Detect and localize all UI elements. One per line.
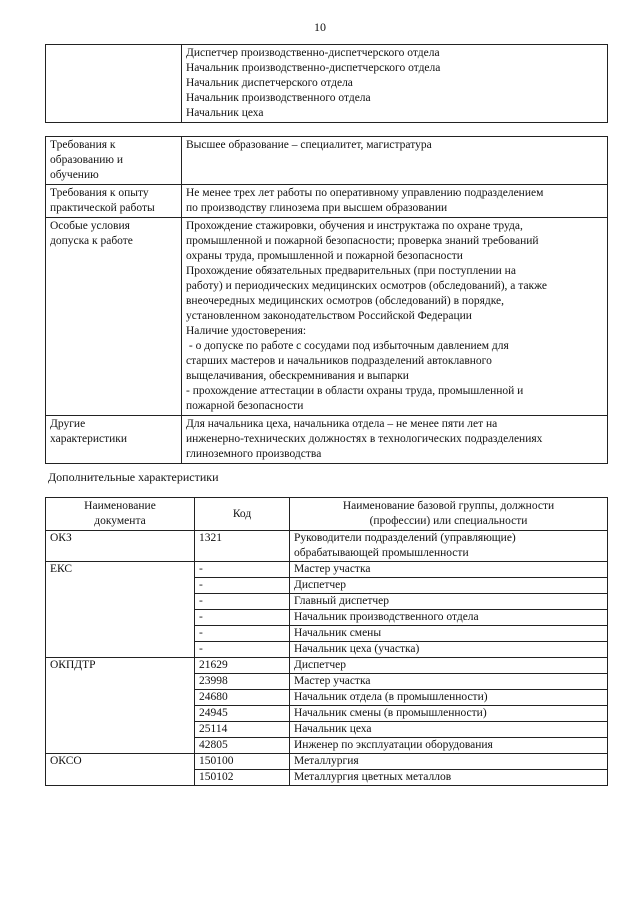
table-row — [46, 218, 608, 416]
value-line: охраны труда, промышленной и пожарной безопасности — [186, 250, 463, 262]
label-line: характеристики — [50, 433, 128, 445]
header-line: (профессии) или специальности — [369, 515, 528, 527]
name-cell — [290, 706, 608, 722]
name-cell — [290, 658, 608, 674]
code-cell: 23998 — [195, 674, 290, 690]
name-line: Начальник смены (в промышленности) — [294, 707, 487, 719]
name-cell — [290, 674, 608, 690]
column-header-document — [46, 498, 195, 531]
code-cell: 24945 — [195, 706, 290, 722]
name-line: Металлургия цветных металлов — [294, 771, 452, 783]
requirement-label — [46, 137, 182, 185]
label-line: Требования к опыту — [50, 187, 149, 199]
name-line: Инженер по эксплуатации оборудования — [294, 739, 493, 751]
table-cell-empty — [46, 45, 182, 123]
positions-cell — [182, 45, 608, 123]
code-cell: 1321 — [195, 531, 290, 562]
value-line: промышленной и пожарной безопасности; проверка знаний требований — [186, 235, 539, 247]
column-header-name — [290, 498, 608, 531]
label-line: практической работы — [50, 202, 155, 214]
code-cell: 42805 — [195, 738, 290, 754]
value-line: по производству глинозема при высшем образовании — [186, 202, 448, 214]
name-line: обрабатывающей промышленности — [294, 547, 469, 559]
name-line: Руководители подразделений (управляющие) — [294, 532, 516, 544]
column-header-code: Код — [195, 498, 290, 531]
document-cell: ОКСО — [46, 754, 195, 786]
label-line: Другие — [50, 418, 86, 430]
header-line: Наименование — [84, 500, 156, 512]
value-line: Для начальника цеха, начальника отдела – не менее пяти лет на — [186, 418, 498, 430]
code-cell: 150100 — [195, 754, 290, 770]
requirement-label — [46, 416, 182, 464]
document-cell: ОКПДТР — [46, 658, 195, 754]
name-cell — [290, 610, 608, 626]
classifiers-body — [46, 531, 608, 786]
page-number: 10 — [314, 20, 326, 34]
value-line: пожарной безопасности — [186, 400, 304, 412]
name-line: Начальник производственного отдела — [294, 611, 479, 623]
value-line: инженерно-технических должностях в технологических подразделениях — [186, 433, 543, 445]
value-line: работу) и периодических медицинских осмотров (обследований), а также — [186, 280, 548, 292]
name-cell — [290, 594, 608, 610]
value-line: внеочередных медицинских осмотров (обследований) в порядке, — [186, 295, 505, 307]
value-line: - о допуске по работе с сосудами под избыточным давлением для — [186, 340, 509, 352]
name-line: Начальник цеха — [294, 723, 372, 735]
name-cell — [290, 770, 608, 786]
name-cell — [290, 738, 608, 754]
position-title: Начальник цеха — [186, 107, 264, 119]
code-cell: - — [195, 578, 290, 594]
requirement-value — [182, 416, 608, 464]
value-line: Высшее образование – специалитет, магистратура — [186, 139, 432, 151]
name-cell — [290, 722, 608, 738]
name-line: Начальник смены — [294, 627, 382, 639]
position-title: Начальник производственного отдела — [186, 92, 371, 104]
name-line: Мастер участка — [294, 675, 371, 687]
table-row — [46, 137, 608, 185]
name-line: Начальник цеха (участка) — [294, 643, 420, 655]
name-cell — [290, 578, 608, 594]
table-row — [46, 416, 608, 464]
code-cell: - — [195, 642, 290, 658]
value-line: Прохождение стажировки, обучения и инструктажа по охране труда, — [186, 220, 523, 232]
name-line: Мастер участка — [294, 563, 371, 575]
name-cell — [290, 626, 608, 642]
label-line: образованию и — [50, 154, 123, 166]
position-title: Начальник производственно-диспетчерского отдела — [186, 62, 441, 74]
name-cell — [290, 690, 608, 706]
header-line: документа — [94, 515, 146, 527]
positions-table — [45, 44, 608, 123]
table-row — [46, 185, 608, 218]
name-line: Металлургия — [294, 755, 359, 767]
section-title: Дополнительные характеристики — [48, 470, 219, 484]
code-cell: 21629 — [195, 658, 290, 674]
classifiers-table — [45, 497, 608, 786]
label-line: Особые условия — [50, 220, 130, 232]
code-cell: 25114 — [195, 722, 290, 738]
code-cell: 150102 — [195, 770, 290, 786]
code-cell: - — [195, 626, 290, 642]
name-cell — [290, 754, 608, 770]
value-line: выщелачивания, обескремнивания и выпарки — [186, 370, 409, 382]
name-cell — [290, 642, 608, 658]
value-line: глиноземного производства — [186, 448, 322, 460]
code-cell: - — [195, 610, 290, 626]
name-line: Начальник отдела (в промышленности) — [294, 691, 488, 703]
requirement-label — [46, 185, 182, 218]
position-title: Диспетчер производственно-диспетчерского отдела — [186, 47, 440, 59]
requirement-value — [182, 218, 608, 416]
position-title: Начальник диспетчерского отдела — [186, 77, 353, 89]
table-header-row — [46, 498, 608, 531]
label-line: допуска к работе — [50, 235, 133, 247]
requirement-label — [46, 218, 182, 416]
table-row — [46, 658, 608, 674]
value-line: старших мастеров и начальников подразделений автоклавного — [186, 355, 492, 367]
value-line: установленном законодательством Российской Федерации — [186, 310, 472, 322]
value-line: Не менее трех лет работы по оперативному управлению подразделением — [186, 187, 544, 199]
name-line: Главный диспетчер — [294, 595, 389, 607]
document-cell: ОКЗ — [46, 531, 195, 562]
requirement-value — [182, 137, 608, 185]
code-cell: - — [195, 562, 290, 578]
label-line: Требования к — [50, 139, 116, 151]
code-cell: 24680 — [195, 690, 290, 706]
name-cell — [290, 562, 608, 578]
name-line: Диспетчер — [294, 579, 347, 591]
value-line: Наличие удостоверения: — [186, 325, 307, 337]
requirements-table — [45, 136, 608, 464]
document-cell: ЕКС — [46, 562, 195, 658]
name-cell — [290, 531, 608, 562]
table-row — [46, 562, 608, 578]
table-row — [46, 754, 608, 770]
name-line: Диспетчер — [294, 659, 347, 671]
value-line: Прохождение обязательных предварительных (при поступлении на — [186, 265, 516, 277]
table-row — [46, 45, 608, 123]
requirement-value — [182, 185, 608, 218]
code-cell: - — [195, 594, 290, 610]
label-line: обучению — [50, 169, 99, 181]
header-line: Наименование базовой группы, должности — [342, 500, 555, 512]
value-line: - прохождение аттестации в области охраны труда, промышленной и — [186, 385, 524, 397]
table-row — [46, 531, 608, 562]
